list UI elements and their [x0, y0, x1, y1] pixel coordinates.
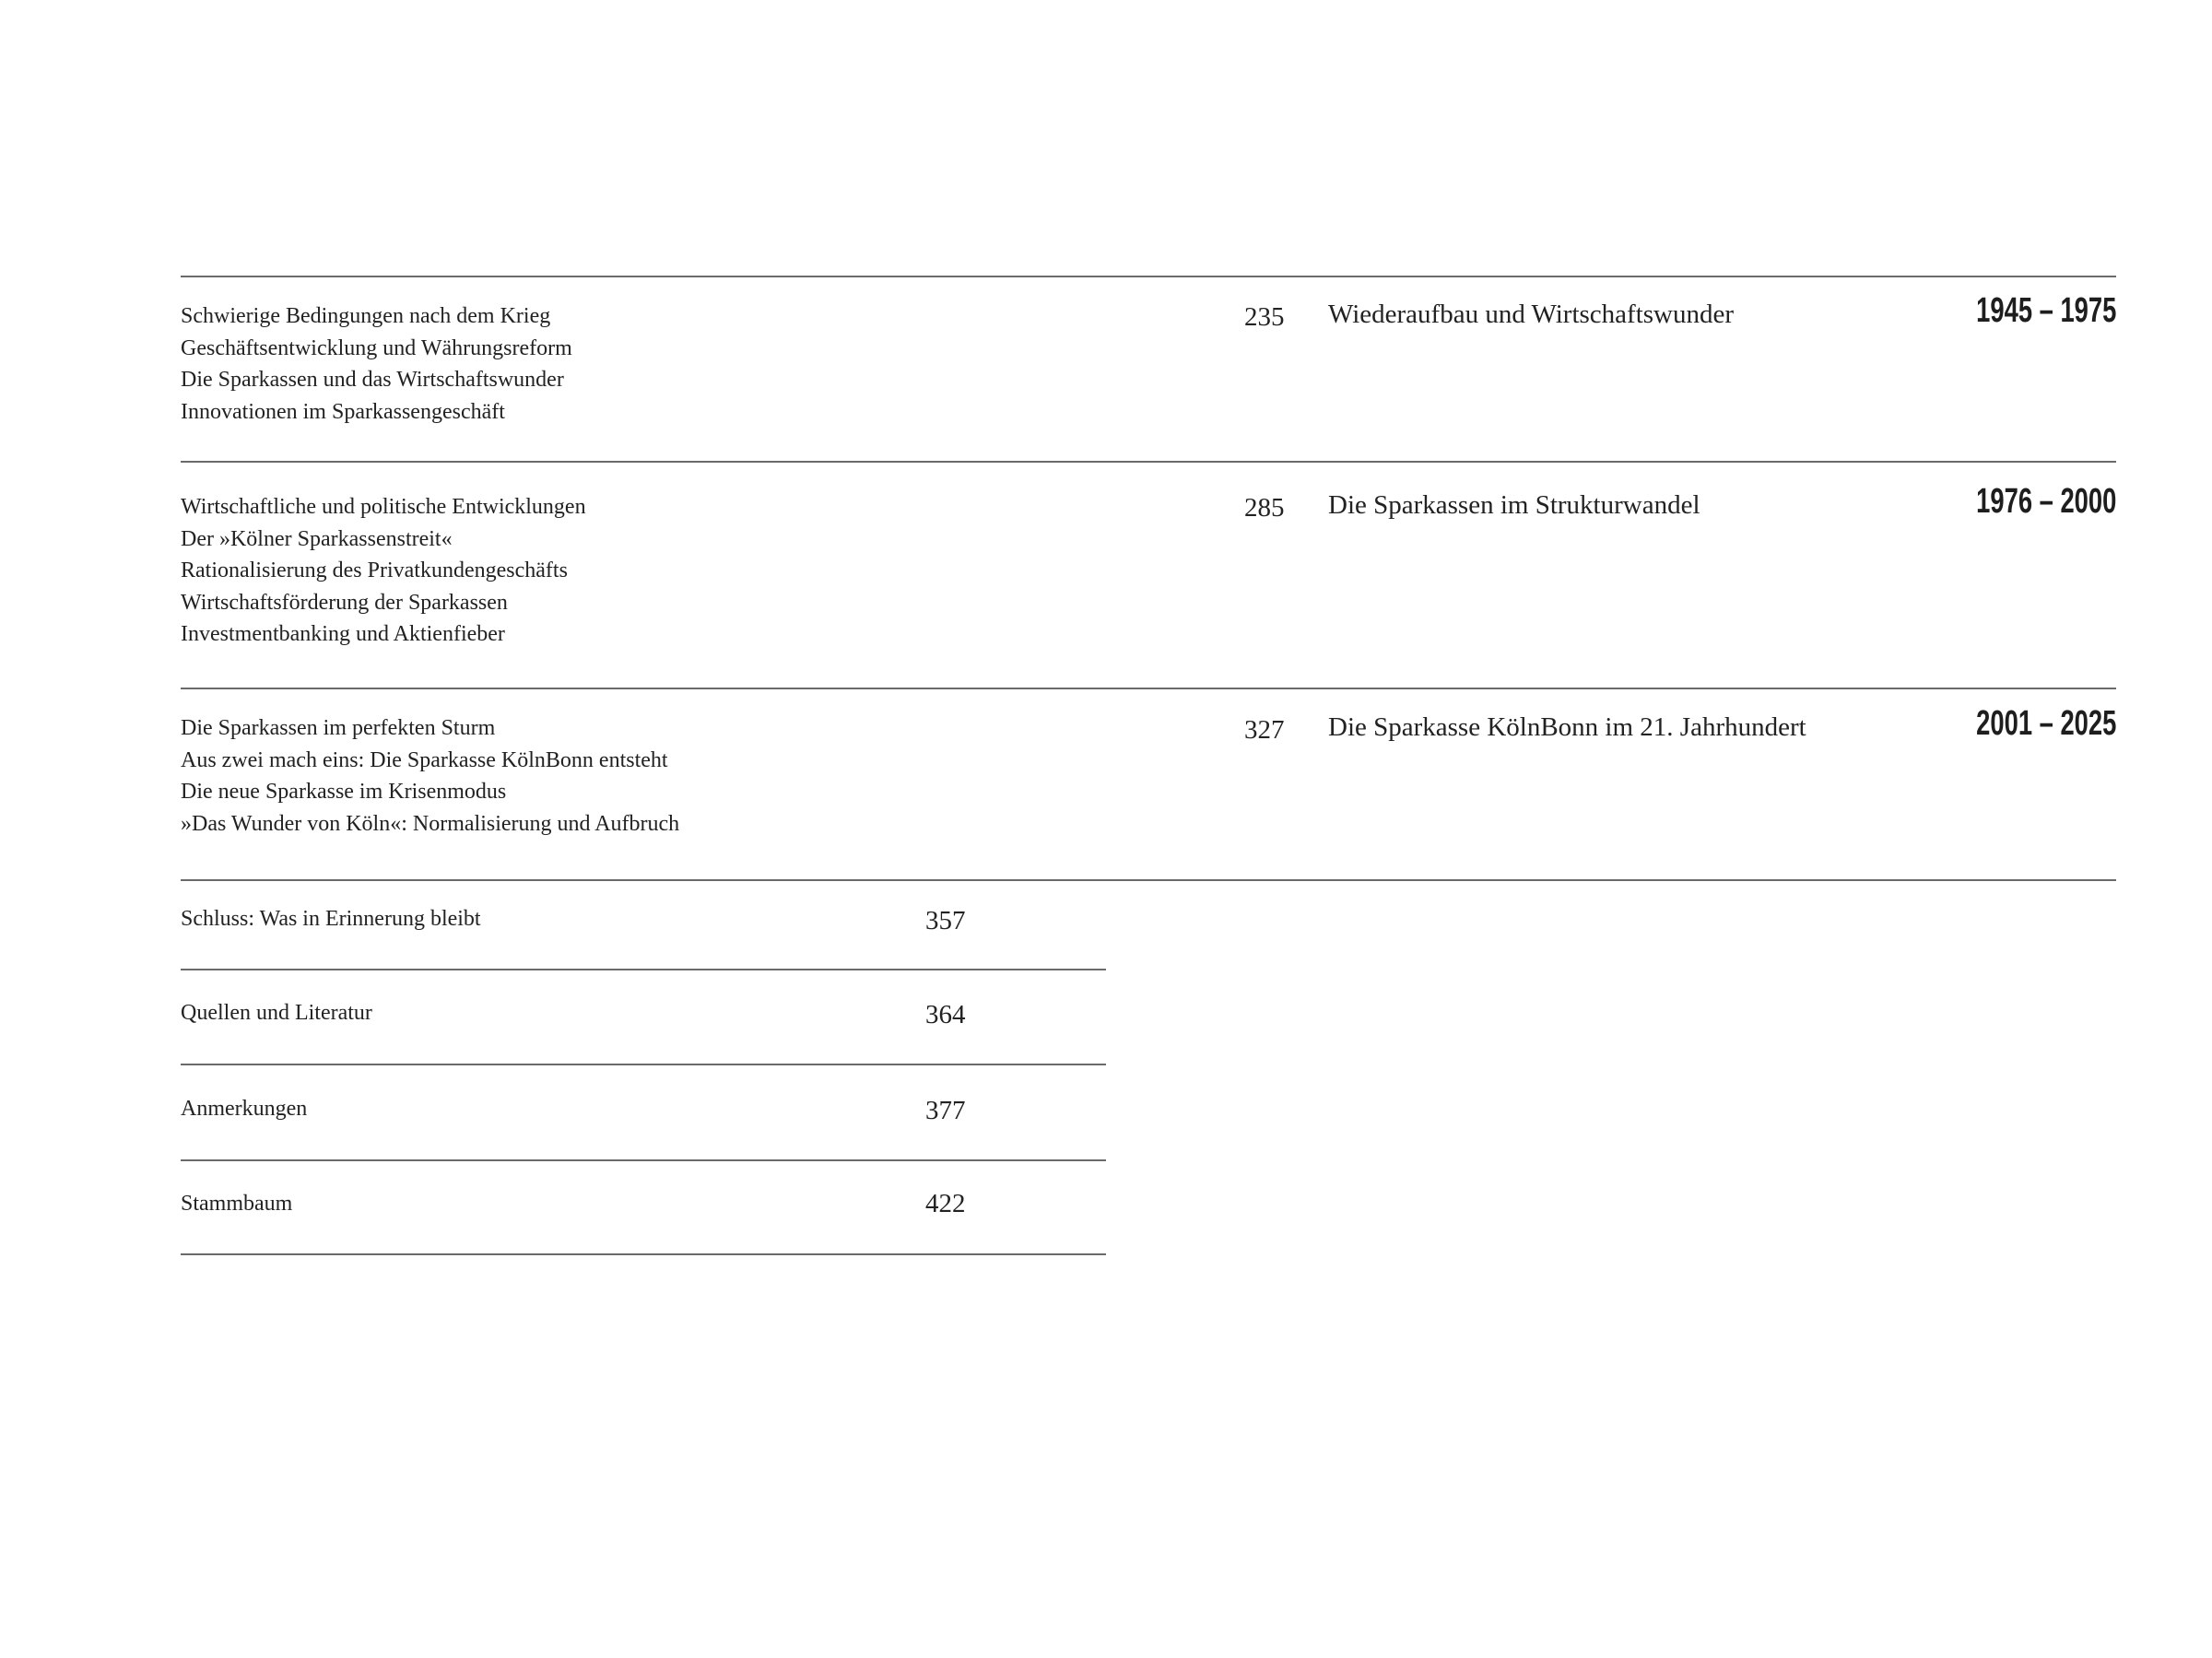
back-matter-label: Schluss: Was in Erinnerung bleibt: [181, 907, 481, 931]
section-list: [181, 300, 572, 428]
back-matter-label: Quellen und Literatur: [181, 1001, 372, 1025]
divider: [181, 969, 1106, 970]
toc-section[interactable]: »Das Wunder von Köln«: Normalisierung und Aufbruch: [181, 811, 680, 836]
toc-section[interactable]: Aus zwei mach eins: Die Sparkasse KölnBonn entsteht: [181, 747, 668, 772]
chapter-years: 1976 – 2000: [1975, 482, 2116, 521]
divider: [181, 1159, 1106, 1161]
toc-section[interactable]: Wirtschaftliche und politische Entwicklungen: [181, 495, 586, 519]
back-matter-label: Stammbaum: [181, 1192, 293, 1216]
divider: [181, 276, 2116, 277]
divider: [181, 879, 2116, 881]
toc-section[interactable]: Die Sparkassen im perfekten Sturm: [181, 716, 496, 740]
chapter-title[interactable]: Die Sparkassen im Strukturwandel: [1328, 490, 1700, 520]
section-list: [181, 491, 586, 651]
toc-section[interactable]: Die Sparkassen und das Wirtschaftswunder: [181, 368, 564, 392]
chapter-years: 1945 – 1975: [1975, 291, 2116, 330]
back-matter-page: 357: [925, 906, 966, 935]
toc-section[interactable]: Der »Kölner Sparkassenstreit«: [181, 526, 453, 551]
divider: [181, 461, 2116, 463]
toc-section[interactable]: Innovationen im Sparkassengeschäft: [181, 399, 505, 424]
back-matter-page: 422: [925, 1189, 966, 1218]
section-list: [181, 712, 679, 840]
divider: [181, 688, 2116, 689]
toc-section[interactable]: Rationalisierung des Privatkundengeschäfts: [181, 559, 568, 582]
toc-section[interactable]: Geschäftsentwicklung und Währungsreform: [181, 335, 572, 360]
chapter-years: 2001 – 2025: [1975, 704, 2116, 743]
toc-section[interactable]: Schwierige Bedingungen nach dem Krieg: [181, 304, 551, 328]
toc-section[interactable]: Investmentbanking und Aktienfieber: [181, 622, 505, 646]
divider: [181, 1064, 1106, 1065]
back-matter-label: Anmerkungen: [181, 1097, 308, 1121]
toc-section[interactable]: Wirtschaftsförderung der Sparkassen: [181, 590, 508, 615]
toc-section[interactable]: Die neue Sparkasse im Krisenmodus: [181, 780, 507, 804]
chapter-page-number: 327: [1244, 715, 1285, 745]
back-matter-page: 364: [925, 1000, 966, 1029]
chapter-title[interactable]: Die Sparkasse KölnBonn im 21. Jahrhundert: [1328, 712, 1806, 742]
chapter-page-number: 235: [1244, 302, 1285, 332]
chapter-title[interactable]: Wiederaufbau und Wirtschaftswunder: [1328, 300, 1735, 329]
chapter-page-number: 285: [1244, 493, 1285, 523]
back-matter-page: 377: [925, 1096, 966, 1125]
divider: [181, 1253, 1106, 1255]
